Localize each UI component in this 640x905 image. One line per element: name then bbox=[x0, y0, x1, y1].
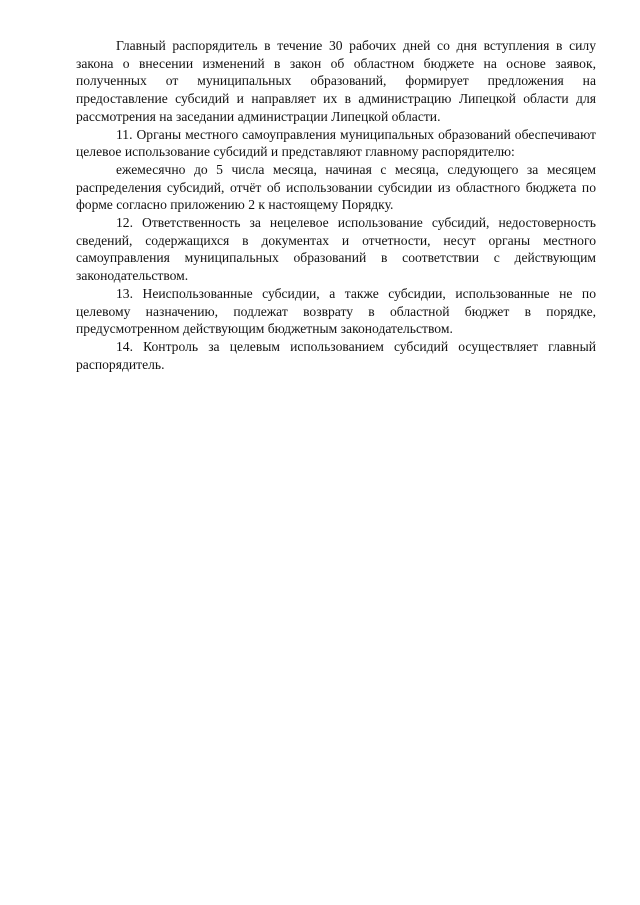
paragraph-main-distributor: Главный распорядитель в течение 30 рабочих дней со дня вступления в силу закона о внесении изменений в закон об областном бюджете на основе заявок, полученных от муниципальных образований, формирует предложения на предоставление субсидий и направляет их в администрацию Липецкой области для рассмотрения на заседании администрации Липецкой области. bbox=[76, 38, 596, 124]
paragraph-12: 12. Ответственность за нецелевое использование субсидий, недостоверность сведений, содержащихся в документах и отчетности, несут органы местного самоуправления муниципальных образований в соответствии с действующим законодательством. bbox=[76, 215, 596, 284]
paragraph-11: 11. Органы местного самоуправления муниципальных образований обеспечивают целевое использование субсидий и представляют главному распорядителю: bbox=[76, 126, 596, 160]
paragraph-14: 14. Контроль за целевым использованием субсидий осуществляет главный распорядитель. bbox=[76, 338, 596, 372]
document-page bbox=[76, 37, 596, 373]
paragraph-13: 13. Неиспользованные субсидии, а также субсидии, использованные не по целевому назначению, подлежат возврату в областной бюджет в порядке, предусмотренном действующим бюджетным законодательством. bbox=[76, 285, 596, 337]
paragraph-monthly-report: ежемесячно до 5 числа месяца, начиная с месяца, следующего за месяцем распределения субсидий, отчёт об использовании субсидии из областного бюджета по форме согласно приложению 2 к настоящему Порядку. bbox=[76, 161, 596, 213]
